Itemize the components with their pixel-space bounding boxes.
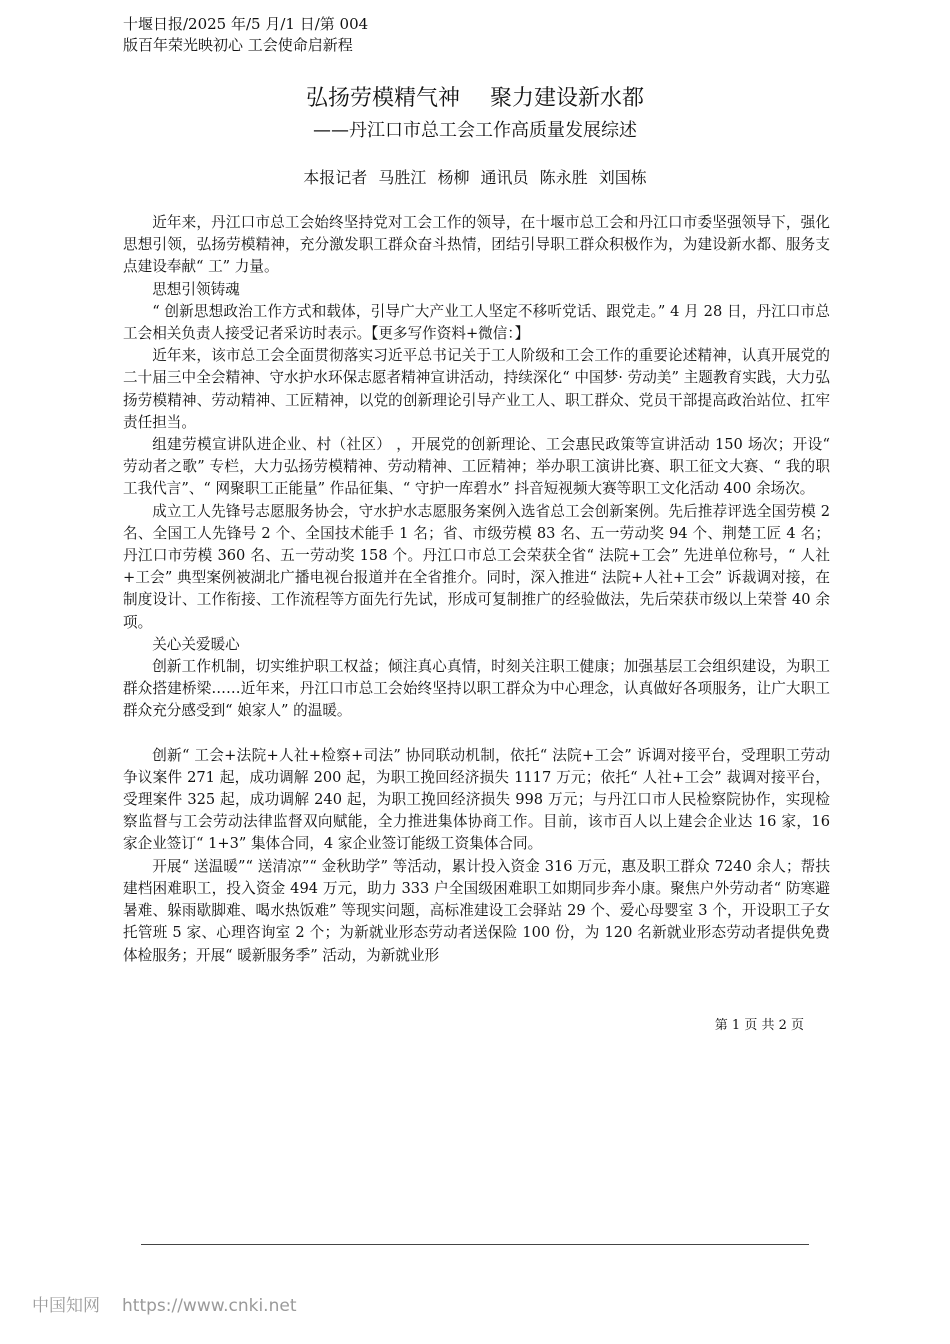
article-byline: 本报记者 马胜江 杨柳 通讯员 陈永胜 刘国栋: [303, 168, 647, 187]
paragraph: “ 创新思想政治工作方式和载体，引导广大产业工人坚定不移听党话、跟党走。” 4 月 28 日，丹江口市总工会相关负责人接受记者采访时表示。【更多写作资料+微信：】: [123, 302, 830, 343]
site-url[interactable]: https://www.cnki.net: [122, 1296, 297, 1316]
newspaper-header: [123, 14, 368, 56]
footer-divider: [141, 1244, 809, 1245]
page-number: 第 1 页 共 2 页: [714, 1018, 804, 1033]
section-heading: 关心关爱暖心: [152, 635, 240, 653]
section-heading: 思想引领铸魂: [152, 280, 240, 298]
article-title: [0, 84, 950, 114]
article-subtitle: ——丹江口市总工会工作高质量发展综述: [313, 120, 637, 141]
footer-watermark: [32, 1294, 296, 1318]
site-name: 中国知网: [32, 1296, 100, 1316]
paragraph: 组建劳模宣讲队进企业、村（社区） ，开展党的创新理论、工会惠民政策等宣讲活动 150 场次；开设“ 劳动者之歌” 专栏，大力弘扬劳模精神、劳动精神、工匠精神；举办职工演讲比赛、职工征文大赛、“ 我的职工我代言”、“ 网聚职工正能量” 作品征集、“ 守护一库碧水” 抖音短视频大赛等职工文化活动 400 余场次。: [123, 436, 830, 498]
title-part-1: 弘扬劳模精气神: [305, 86, 460, 111]
paragraph: 近年来，该市总工会全面贯彻落实习近平总书记关于工人阶级和工会工作的重要论述精神，认真开展党的二十届三中全会精神、守水护水环保志愿者精神宣讲活动，持续深化“ 中国梦· 劳动美” 主题教育实践，大力弘扬劳模精神、劳动精神、工匠精神，以党的创新理论引导产业工人、职工群众、党员干部提高政治站位、扛牢责任担当。: [123, 347, 830, 431]
source-line: 十堰日报/2025 年/5 月/1 日/第 004: [123, 15, 369, 33]
title-part-2: 聚力建设新水都: [490, 86, 645, 111]
paragraph: 成立工人先锋号志愿服务协会，守水护水志愿服务案例入选省总工会创新案例。先后推荐评选全国劳模 2 名、全国工人先锋号 2 个、全国技术能手 1 名；省、市级劳模 83 名、五一劳动奖 94 个、荆楚工匠 4 名；丹江口市劳模 360 名、五一劳动奖 158 个。丹江口市总工会荣获全省“ 法院+工会” 先进单位称号，“ 人社+工会” 典型案例被湖北广播电视台报道并在全省推介。同时，深入推进“ 法院+人社+工会” 诉裁调对接，在制度设计、工作衔接、工作流程等方面先行先试，形成可复制推广的经验做法，先后荣获市级以上荣誉 40 余项。: [123, 502, 830, 631]
paragraph: 开展“ 送温暖”“ 送清凉”“ 金秋助学” 等活动，累计投入资金 316 万元，惠及职工群众 7240 余人；帮扶建档困难职工，投入资金 494 万元，助力 333 户全国级困难职工如期同步奔小康。聚焦户外劳动者“ 防寒避暑难、躲雨歇脚难、喝水热饭难” 等现实问题，高标准建设工会驿站 29 个、爱心母婴室 3 个，开设职工子女托管班 5 家、心理咨询室 2 个；为新就业形态劳动者送保险 100 份，为 120 名新就业形态劳动者提供免费体检服务；开展“ 暖新服务季” 活动，为新就业形: [123, 857, 830, 964]
article-body: [123, 212, 830, 967]
column-line: 版百年荣光映初心 工会使命启新程: [123, 36, 353, 54]
paragraph: 创新“ 工会+法院+人社+检察+司法” 协同联动机制，依托“ 法院+工会” 诉调对接平台，受理职工劳动争议案件 271 起，成功调解 200 起，为职工挽回经济损失 1117 万元；依托“ 人社+工会” 裁调对接平台，受理案件 325 起，成功调解 240 起，为职工挽回经济损失 998 万元；与丹江口市人民检察院协作，实现检察监督与工会劳动法律监督双向赋能，全力推进集体协商工作。目前，该市百人以上建会企业达 16 家，16 家企业签订“ 1+3” 集体合同，4 家企业签订能级工资集体合同。: [123, 746, 830, 853]
paragraph: 近年来，丹江口市总工会始终坚持党对工会工作的领导，在十堰市总工会和丹江口市委坚强领导下，强化思想引领，弘扬劳模精神，充分激发职工群众奋斗热情，团结引导职工群众积极作为，为建设新水都、服务支点建设奉献“ 工” 力量。: [123, 214, 830, 276]
paragraph: 创新工作机制，切实维护职工权益；倾注真心真情，时刻关注职工健康；加强基层工会组织建设，为职工群众搭建桥梁……近年来，丹江口市总工会始终坚持以职工群众为中心理念，认真做好各项服务，让广大职工群众充分感受到“ 娘家人” 的温暖。: [123, 658, 830, 720]
